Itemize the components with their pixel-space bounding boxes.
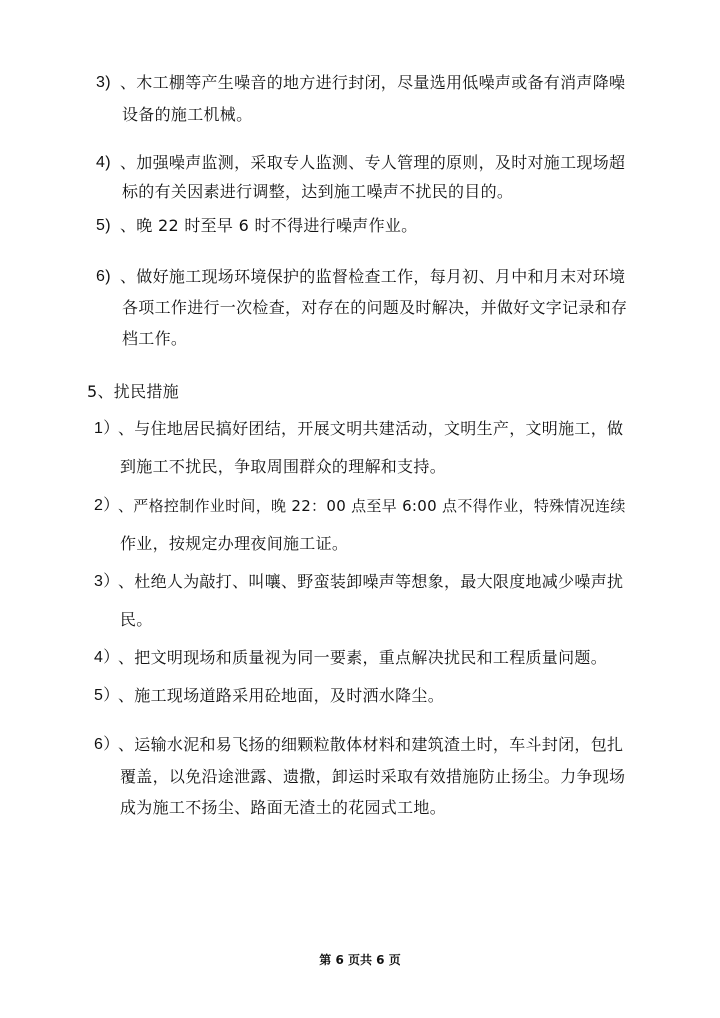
item-text-line: 、晚 22 时至早 6 时不得进行噪声作业。 xyxy=(120,216,418,235)
item-text-line: 档工作。 xyxy=(122,329,188,348)
item-text-line: 各项工作进行一次检查，对存在的问题及时解决，并做好文字记录和存 xyxy=(122,298,628,317)
item-text-line: 、严格控制作业时间，晚 22：00 点至早 6:00 点不得作业，特殊情况连续 xyxy=(118,497,626,515)
item-text-line: 标的有关因素进行调整，达到施工噪声不扰民的目的。 xyxy=(122,182,514,201)
item-number: 5) xyxy=(96,217,111,234)
item-number: 2） xyxy=(94,497,120,514)
item-text-line: 覆盖，以免沿途泄露、遗撒，卸运时采取有效措施防止扬尘。力争现场 xyxy=(120,767,626,786)
item-number: 5） xyxy=(94,687,120,704)
page-number-footer: 第 6 页共 6 页 xyxy=(319,953,401,967)
item-text-line: 民。 xyxy=(120,610,153,629)
item-text-line: 、做好施工现场环境保护的监督检查工作，每月初、月中和月末对环境 xyxy=(120,267,626,286)
item-number: 4） xyxy=(94,649,120,666)
item-text-line: 、施工现场道路采用砼地面，及时洒水降尘。 xyxy=(118,686,445,705)
item-text-line: 成为施工不扬尘、路面无渣土的花园式工地。 xyxy=(120,798,447,817)
item-number: 6） xyxy=(94,736,120,753)
item-number: 1） xyxy=(94,420,120,437)
item-text-line: 、与住地居民搞好团结，开展文明共建活动，文明生产，文明施工，做 xyxy=(118,419,624,438)
item-text-line: 、木工棚等产生噪音的地方进行封闭，尽量选用低噪声或备有消声降噪 xyxy=(120,73,626,92)
item-text-line: 、杜绝人为敲打、叫嚷、野蛮装卸噪声等想象，最大限度地减少噪声扰 xyxy=(118,572,624,591)
item-number: 3) xyxy=(96,74,111,91)
item-text-line: 、加强噪声监测，采取专人监测、专人管理的原则，及时对施工现场超 xyxy=(120,153,626,172)
item-number: 3） xyxy=(94,573,120,590)
item-text-line: 设备的施工机械。 xyxy=(122,105,253,124)
section-heading: 5、扰民措施 xyxy=(87,382,179,401)
item-text-line: 到施工不扰民，争取周围群众的理解和支持。 xyxy=(120,457,447,476)
item-number: 4) xyxy=(96,154,111,171)
item-text-line: 作业，按规定办理夜间施工证。 xyxy=(120,534,349,553)
item-number: 6) xyxy=(96,268,111,285)
item-text-line: 、把文明现场和质量视为同一要素，重点解决扰民和工程质量问题。 xyxy=(118,648,608,667)
item-text-line: 、运输水泥和易飞扬的细颗粒散体材料和建筑渣土时，车斗封闭，包扎 xyxy=(118,735,624,754)
